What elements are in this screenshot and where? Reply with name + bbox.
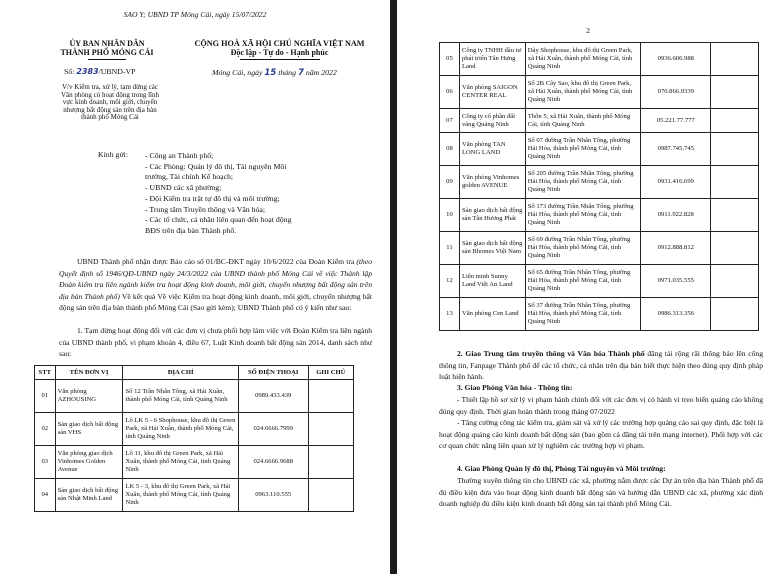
body-paragraph-2: 1. Tạm dừng hoạt động đối với các đơn vị chưa phối hợp làm việc với Đoàn Kiểm tra liên ngành của UBND thành phố, vi phạm khoản 4, điều 67, Luật Kinh doanh bất động sản 2014, danh sách như sau:	[59, 326, 372, 358]
table-row: 09 Văn phòng Vinhomes golden AVENUE Số 205 đường Trần Nhân Tông, phường Hải Hòa, thành phố Móng Cái, tỉnh Quảng Ninh 0931.416.699	[440, 166, 759, 199]
body-paragraph-7: Thường xuyên thông tin cho UBND các xã, phường nắm được các Dự án trên địa bàn Thành phố đã đủ điều kiện đưa vào hoạt động kinh doanh bất động sản và hướng dẫn UBND các xã, phường xác định doanh nghiệp đủ điều kiện kinh doanh bất động sản tại thành phố Móng Cái.	[439, 476, 763, 508]
document-page-2	[397, 0, 779, 574]
table-row: 05 Công ty TNHH dầu tư phát triển Tân Hưng Land Dãy Shophouse, khu đô thị Green Park, xã Hải Xuân, thành phố Móng Cái, tỉnh Quảng Ninh 0936.606.988	[440, 43, 759, 76]
recipients-label: Kính gửi:	[98, 150, 128, 159]
table-row: 13 Văn phòng Cen Land Số 37 đường Trần Nhân Tông, phường Hải Hòa, thành phố Móng Cái, tỉnh Quảng Ninh 0986.313.356	[440, 298, 759, 331]
agency-name-line1: ỦY BAN NHÂN DÂN	[69, 39, 145, 48]
copy-note: SAO Y; UBND TP Móng Cái, ngày 15/07/2022	[123, 10, 267, 19]
agency-underline	[88, 59, 126, 60]
col-header-phone: SỐ ĐIỆN THOẠI	[238, 366, 308, 380]
body-paragraph-1: UBND Thành phố nhận được Báo cáo số 01/BC-ĐKT ngày 10/6/2022 của Đoàn Kiểm tra (theo Quyết định số 1946/QĐ-UBND ngày 24/3/2022 của UBND thành phố Móng Cái về việc Thành lập Đoàn kiểm tra liên ngành kiểm tra hoạt động kinh doanh, môi giới, chuyển nhượng bất động sản trên địa bàn Thành phố) Về kết quả Về việc Kiểm tra hoạt động kinh doanh, môi giới, chuyển nhượng bất động sản trên địa bàn thành phố Móng Cái (Sao gửi kèm); UBND Thành phố có ý kiến như sau:	[59, 257, 372, 312]
table-row: 01 Văn phòng AZHOUSING Số 12 Trần Nhân Tông, xã Hải Xuân, thành phố Móng Cái, tỉnh Quảng Ninh 0989.433.439	[35, 380, 354, 413]
recipients-list: - Công an Thành phố; - Các Phòng: Quản lý đô thị, Tài nguyên Môi trường, Tài chính Kế hoạch; - UBND các xã phường; - Đội Kiểm tra trật tự đô thị và môi trường; - Trung tâm Truyền thông và Văn hóa; - Các tổ chức, cá nhân liên quan đến hoạt động BĐS trên địa bàn Thành phố.	[145, 151, 292, 235]
document-date: Móng Cái, ngày 15 tháng 7 năm 2022	[212, 68, 337, 78]
document-subject: V/v Kiểm tra, xử lý, tạm dừng các Văn phòng có hoạt động trong lĩnh vực kinh doanh, môi giới, chuyển nhượng bất động sản trên địa bàn thành phố Móng Cái	[61, 83, 159, 122]
col-header-stt: STT	[35, 366, 56, 380]
handwritten-doc-number: 2383	[76, 67, 99, 76]
body-paragraph-4: - Thiết lập hồ sơ xử lý vi phạm hành chính đối với các đơn vị có hành vi treo biển quảng cáo không đúng quy định. Thời gian hoàn thành trong tháng 07/2022	[439, 395, 763, 416]
table-row: 06 Văn phòng SAIGON CENTER REAL Số 2B Cây Sao, khu đô thị Green Park, xã Hải Xuân, thành phố Móng Cái, tỉnh Quảng Ninh 070.866.9339	[440, 76, 759, 109]
body-paragraph-5: - Tăng cường công tác kiểm tra, giám sát và xử lý các trường hợp quảng cáo sai quy định, đặc biệt là hoạt động quảng cáo kinh doanh bất động sản (bao gồm cả đăng tải trên mạng internet). Phối hợp với các cơ quan chức năng liên quan xử lý nghiêm các trường hợp vi phạm.	[439, 418, 763, 450]
table-row: 08 Văn phòng TAN LONG LAND Số 07 đường Trần Nhân Tông, phường Hải Hòa, thành phố Móng Cái, tỉnh Quảng Ninh 0987.745.745	[440, 133, 759, 166]
document-number: Số: 2383/UBND-VP	[64, 67, 136, 76]
col-header-name: TÊN ĐƠN VỊ	[55, 366, 123, 380]
page-number: 2	[586, 26, 590, 35]
violation-table-part2	[439, 42, 759, 331]
table-row: 02 Sàn giao dịch bất động sản VHS Lô LK 5 - 6 Shophouse, khu đô thị Green Park, xã Hải Xuân, thành phố Móng Cái, tỉnh Quảng Ninh 024.6666.7999	[35, 413, 354, 446]
body-paragraph-3: 2. Giao Trung tâm truyền thông và Văn hóa Thành phố đăng tải rộng rãi thông báo lên cổng thông tin, Fanpage Thành phố để các tổ chức, cá nhân trên địa bàn biết thực hiện theo đúng quy định pháp luật hiện hành.	[439, 349, 763, 381]
table-row: 10 Sàn giao dịch bất động sản Tân Hương Phát Số 173 đường Trần Nhân Tông, phường Hải Hòa, thành phố Móng Cái, tỉnh Quảng Ninh 0911.922.828	[440, 199, 759, 232]
table-row: 04 Sàn giao dịch bất động sản Nhật Minh Land LK 5 - 3, khu đô thị Green Park, xã Hải Xuân, thành phố Móng Cái, tỉnh Quảng Ninh 0963.110.555	[35, 479, 354, 512]
violation-table-part1	[34, 365, 354, 512]
national-title: CỘNG HOÀ XÃ HỘI CHỦ NGHĨA VIỆT NAM	[194, 39, 365, 48]
body-paragraph-6: 4. Giao Phòng Quản lý đô thị, Phòng Tài nguyên và Môi trường:	[457, 464, 666, 473]
handwritten-month: 7	[297, 68, 304, 78]
col-header-note: GHI CHÚ	[308, 366, 353, 380]
motto-underline	[240, 59, 320, 60]
table-row: 11 Sàn giao dịch bất động sản Bhomes Việt Nam Số 69 đường Trần Nhân Tông, phường Hải Hòa, thành phố Móng Cái, tỉnh Quảng Ninh 0912.888.812	[440, 232, 759, 265]
handwritten-day: 15	[264, 68, 277, 78]
agency-name-line2: THÀNH PHỐ MÓNG CÁI	[60, 48, 154, 57]
national-motto: Độc lập - Tự do - Hạnh phúc	[230, 48, 329, 57]
section-heading-3: 3. Giao Phòng Văn hóa - Thông tin:	[457, 383, 573, 392]
col-header-address: ĐỊA CHỈ	[123, 366, 238, 380]
table-row: 12 Liên minh Sunny Land Việt An Land Số 65 đường Trần Nhân Tông, phường Hải Hòa, thành phố Móng Cái, tỉnh Quảng Ninh 0971.035.555	[440, 265, 759, 298]
table-row: 03 Văn phòng giao dịch Vinhomes Golden Avenue Lô 11, khu đô thị Green Park, xã Hải Xuân, thành phố Móng Cái, tỉnh Quảng Ninh 024.6666.9688	[35, 446, 354, 479]
table-row: 07 Công ty cổ phần đất vàng Quảng Ninh Thôn 5, xã Hải Xuân, thành phố Móng Cái, tỉnh Quảng Ninh 05.221.77.777	[440, 109, 759, 133]
